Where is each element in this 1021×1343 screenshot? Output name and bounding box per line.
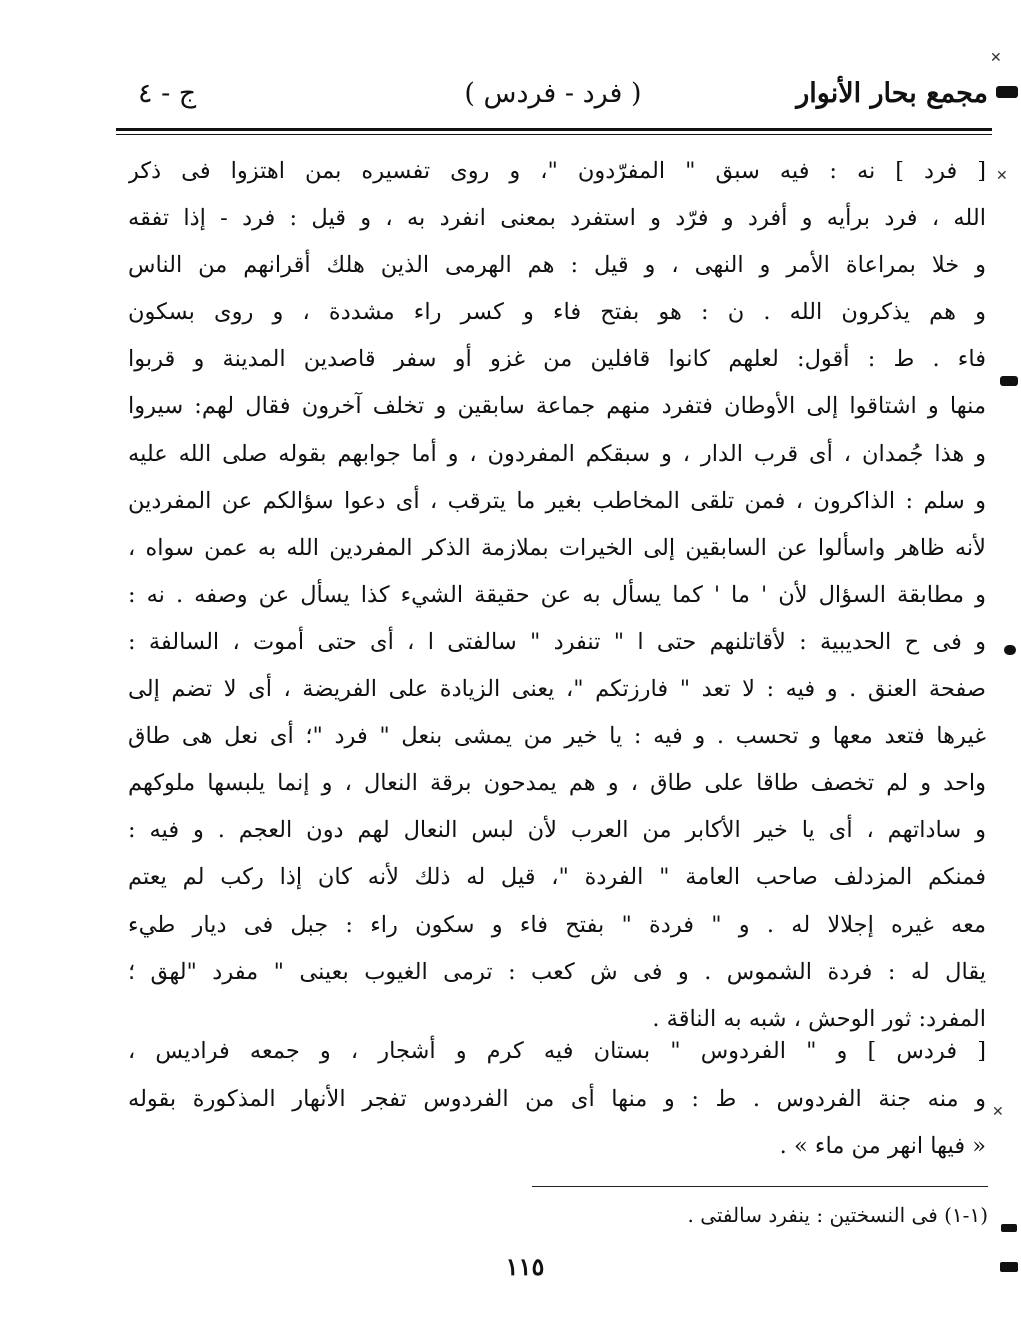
page-number: ١١٥ bbox=[505, 1252, 545, 1281]
entry-range: ( فرد - فردس ) bbox=[464, 78, 642, 109]
text-line: غيرها فتعد معها و تحسب . و فيه : يا خير من يمشى بنعل " فرد "؛ أى نعل هى طاق bbox=[128, 723, 986, 750]
text-line: المفرد: ثور الوحش ، شبه به الناقة . bbox=[652, 1005, 986, 1032]
entry-fard-text bbox=[128, 148, 986, 1043]
header-rule-thick bbox=[116, 128, 992, 131]
text-line: [ فرد ] نه : فيه سبق " المفرّدون "، و روى تفسيره بمن اهتزوا فى ذكر bbox=[128, 158, 986, 184]
text-line: يقال له : فردة الشموس . و فى ش كعب : ترمى الغيوب بعينى " مفرد "لهق ؛ bbox=[128, 958, 986, 985]
footnote: (١-١) فى النسختين : ينفرد سالفتى . bbox=[687, 1203, 988, 1227]
book-title: مجمع بحار الأنوار bbox=[796, 78, 988, 109]
text-line: [ فردس ] و " الفردوس " بستان فيه كرم و أشجار ، و جمعه فراديس ، bbox=[128, 1038, 986, 1064]
scan-mark bbox=[1000, 376, 1018, 386]
text-line: و هذا جُمدان ، أى قرب الدار ، و سبقكم المفردون ، و أما جوابهم بقوله صلى الله عليه bbox=[128, 440, 986, 467]
text-line: و منه جنة الفردوس . ط : و منها أى من الفردوس تفجر الأنهار المذكورة بقوله bbox=[128, 1085, 986, 1112]
scan-mark bbox=[996, 86, 1018, 98]
scan-speck: ✕ bbox=[990, 50, 1002, 66]
text-line: و ساداتهم ، أى يا خير الأكابر من العرب لأن لبس النعال لهم دون العجم . و فيه : bbox=[128, 817, 986, 844]
volume-label: ج - ٤ bbox=[138, 78, 197, 109]
text-line: « فيها انهر من ماء » . bbox=[779, 1133, 986, 1159]
scan-speck: ✕ bbox=[996, 168, 1008, 184]
text-line: و مطابقة السؤال لأن ' ما ' كما يسأل به عن حقيقة الشيء كذا يسأل عن وصفه . نه : bbox=[128, 581, 986, 608]
scan-mark bbox=[1000, 1262, 1018, 1272]
header-rule-thin bbox=[116, 134, 992, 135]
text-line: و هم يذكرون الله . ن : هو بفتح فاء و كسر راء مشددة ، و روى بسكون bbox=[128, 299, 986, 326]
text-line: منها و اشتاقوا إلى الأوطان فتفرد منهم جماعة سابقين و تخلف آخرون فقال لهم: سيروا bbox=[128, 393, 986, 420]
scan-mark bbox=[1001, 1224, 1017, 1232]
text-line: واحد و لم تخصف طاقا على طاق ، و هم يمدحون برقة النعال ، و إنما يلبسها ملوكهم bbox=[128, 770, 986, 797]
text-line: فاء . ط : أقول: لعلهم كانوا قافلين من غزو أو سفر قاصدين المدينة و قربوا bbox=[128, 346, 986, 373]
text-line: و خلا بمراعاة الأمر و النهى ، و قيل : هم الهرمى الذين هلك أقرانهم من الناس bbox=[128, 252, 986, 279]
scan-mark bbox=[1004, 645, 1016, 655]
entry-fardas-text bbox=[128, 1028, 986, 1171]
page-header bbox=[118, 78, 988, 118]
text-line: و سلم : الذاكرون ، فمن تلقى المخاطب بغير ما يترقب ، أى دعوا سؤالكم عن المفردين bbox=[128, 487, 986, 514]
footnote-rule bbox=[532, 1186, 988, 1187]
text-line: و فى ح الحديبية : لأقاتلنهم حتى ا " تنفرد " سالفتى ا ، أى حتى أموت ، السالفة : bbox=[128, 628, 986, 655]
text-line: صفحة العنق . و فيه : لا تعد " فارزتكم "، يعنى الزيادة على الفريضة ، أى لا تضم إلى bbox=[128, 676, 986, 703]
text-line: معه غيره إجلالا له . و " فردة " بفتح فاء و سكون راء : جبل فى ديار طيء bbox=[128, 911, 986, 938]
text-line: لأنه ظاهر واسألوا عن السابقين إلى الخيرات بملازمة الذكر المفردين الله به عمن سواه ، bbox=[128, 534, 986, 561]
text-line: الله ، فرد برأيه و أفرد و فرّد و استفرد بمعنى انفرد به ، و قيل : فرد - إذا تفقه bbox=[128, 205, 986, 232]
scan-speck: ✕ bbox=[992, 1104, 1004, 1120]
text-line: فمنكم المزدلف صاحب العامة " الفردة "، قيل له ذلك لأنه كان إذا ركب لم يعتم bbox=[128, 864, 986, 891]
